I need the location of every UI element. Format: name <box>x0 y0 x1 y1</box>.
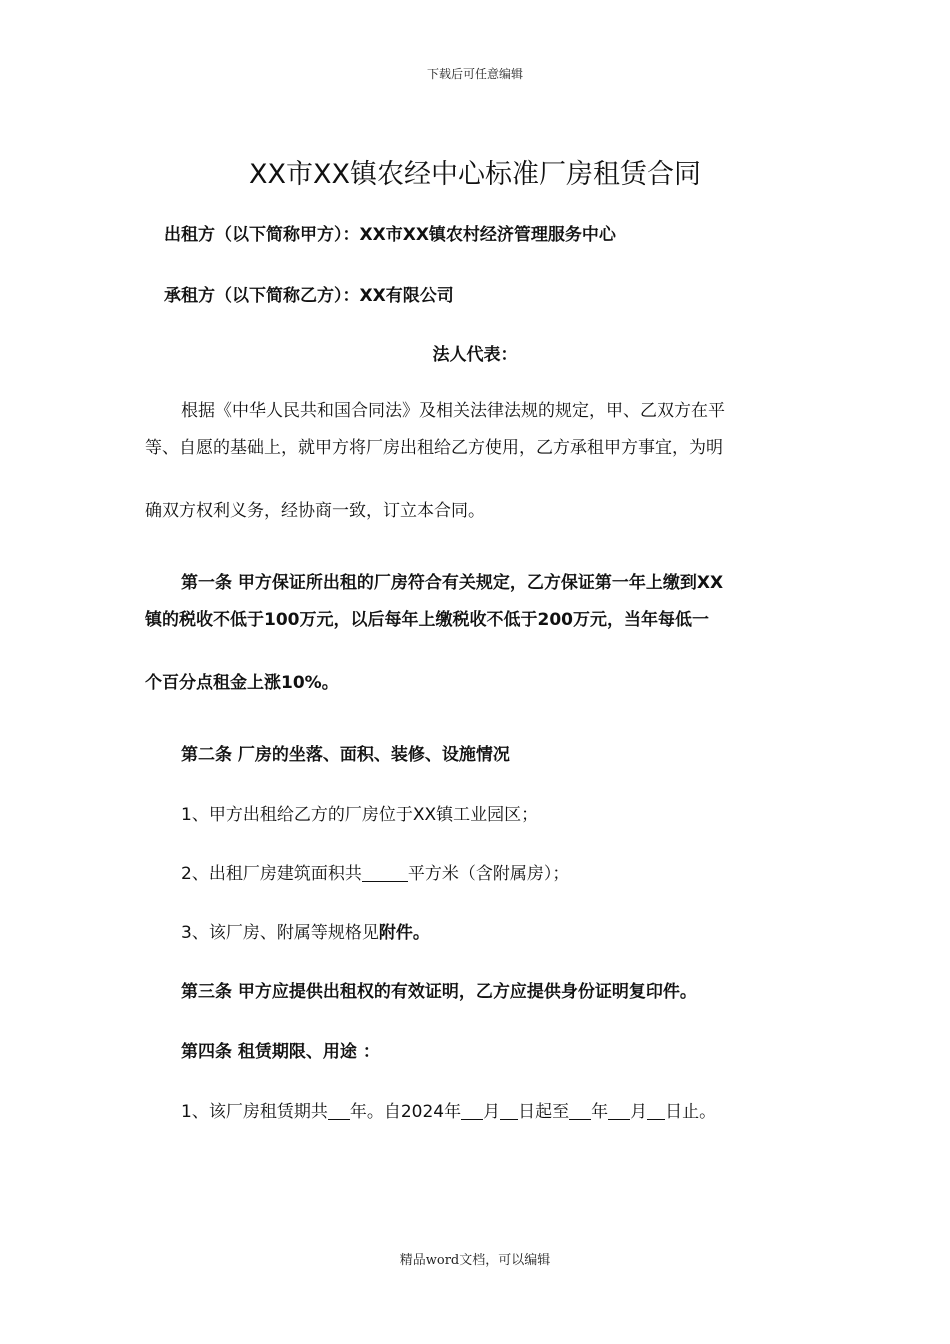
intro-line-3: 确双方权利义务，经协商一致，订立本合同。 <box>145 501 485 521</box>
term-text-a: 1、该厂房租赁期共 <box>181 1102 328 1122</box>
item-2-text-b: 平方米（含附属房）； <box>407 864 570 884</box>
intro-line-2: 等、自愿的基础上，就甲方将厂房出租给乙方使用，乙方承租甲方事宜，为明 <box>145 438 723 458</box>
end-year-blank <box>569 1101 591 1120</box>
item-3-text-b: 附件。 <box>378 923 430 943</box>
years-blank <box>328 1101 350 1120</box>
start-day-blank <box>500 1101 518 1120</box>
area-blank <box>362 863 408 882</box>
term-text-b: 年。自2024年 <box>349 1102 462 1122</box>
article-3: 第三条 甲方应提供出租权的有效证明，乙方应提供身份证明复印件。 <box>181 982 697 1002</box>
term-text-d: 日起至 <box>518 1102 570 1122</box>
term-text-c: 月 <box>483 1102 501 1122</box>
lessee-line: 承租方（以下简称乙方）：XX有限公司 <box>164 286 454 306</box>
term-text-e: 年 <box>591 1102 609 1122</box>
lessor-line: 出租方（以下简称甲方）：XX市XX镇农村经济管理服务中心 <box>164 225 616 245</box>
end-day-blank <box>647 1101 665 1120</box>
term-text-f: 月 <box>630 1102 648 1122</box>
item-2-text-a: 2、出租厂房建筑面积共 <box>181 864 362 884</box>
page-footer: 精品word文档，可以编辑 <box>399 1253 551 1268</box>
article-4-item-1 <box>181 1097 716 1122</box>
end-month-blank <box>608 1101 630 1120</box>
page-header: 下载后可任意编辑 <box>426 67 523 81</box>
intro-line-1: 根据《中华人民共和国合同法》及相关法律法规的规定，甲、乙双方在平 <box>181 401 725 421</box>
article-1-line-1: 第一条 甲方保证所出租的厂房符合有关规定，乙方保证第一年上缴到XX <box>181 573 724 593</box>
article-2-item-2 <box>181 859 569 884</box>
article-2-item-1: 1、甲方出租给乙方的厂房位于XX镇工业园区； <box>181 805 539 825</box>
item-3-text-a: 3、该厂房、附属等规格见 <box>181 923 379 943</box>
term-text-g: 日止。 <box>665 1102 717 1122</box>
article-2-item-3 <box>181 918 430 943</box>
legal-representative: 法人代表： <box>432 345 518 365</box>
article-2-heading: 第二条 厂房的坐落、面积、装修、设施情况 <box>181 745 510 765</box>
article-1-line-2: 镇的税收不低于100万元，以后每年上缴税收不低于200万元，当年每低一 <box>145 610 709 630</box>
article-1-line-3: 个百分点租金上涨10%。 <box>145 673 339 693</box>
article-4-heading: 第四条 租赁期限、用途 ： <box>181 1042 380 1062</box>
document-title: XX市XX镇农经中心标准厂房租赁合同 <box>249 159 701 190</box>
start-month-blank <box>461 1101 483 1120</box>
